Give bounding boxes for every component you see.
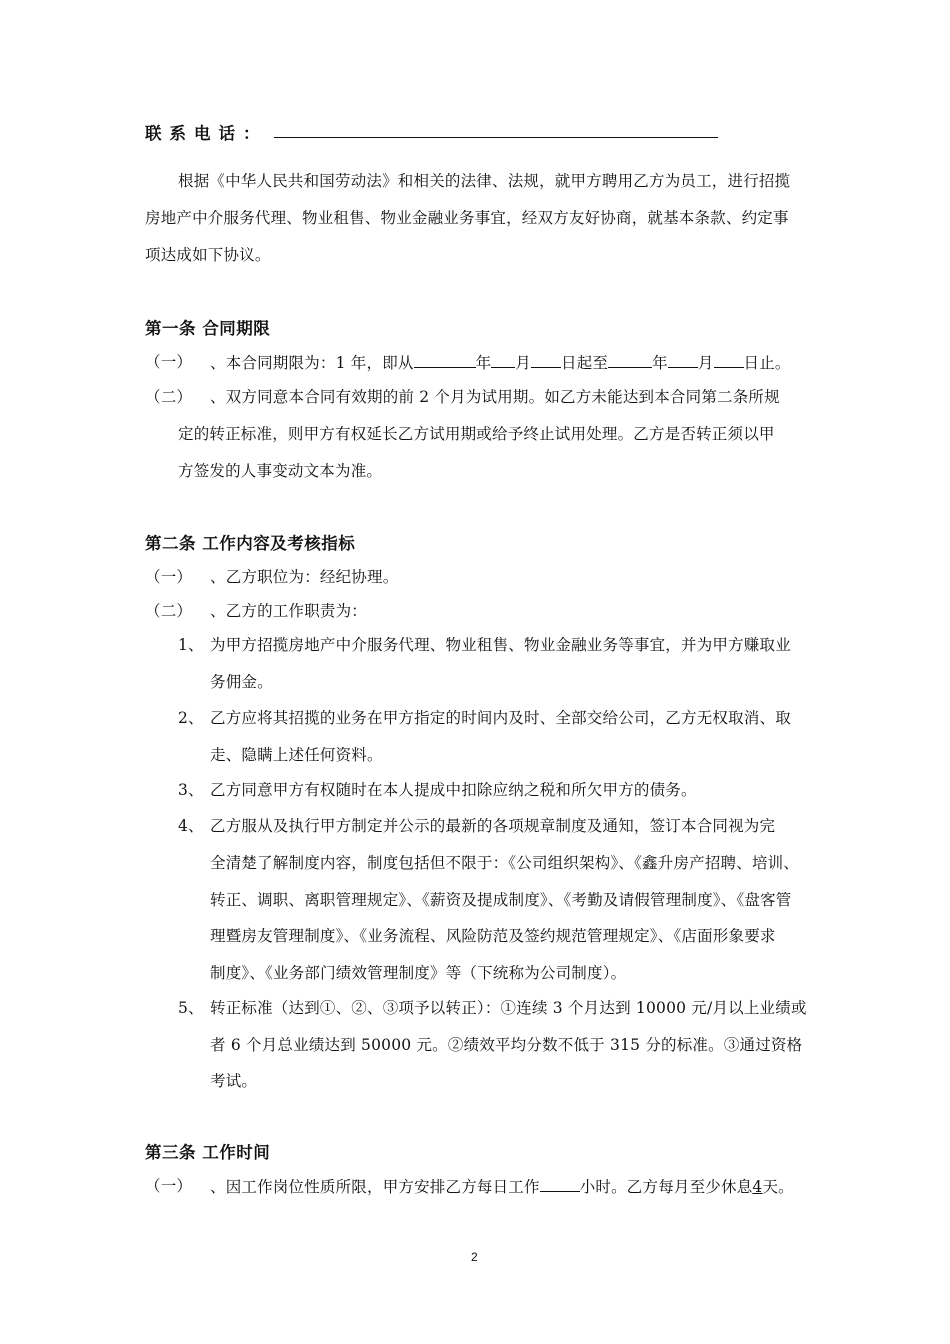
clause-number: （二） — [145, 602, 193, 620]
list-item-line: 走、隐瞒上述任何资料。 — [210, 746, 383, 764]
list-item-line: 务佣金。 — [210, 673, 273, 691]
clause-number: （一） — [145, 353, 193, 371]
section-3-title: 第三条 工作时间 — [145, 1143, 271, 1162]
rest-days-value: 4 — [752, 1178, 763, 1196]
clause-3-1 — [210, 1176, 794, 1197]
clause-line: 、双方同意本合同有效期的前 2 个月为试用期。如乙方未能达到本合同第二条所规 — [210, 388, 780, 406]
day-label: 日起至 — [561, 354, 609, 372]
list-item-line: 转正、调职、离职管理规定》、《薪资及提成制度》、《考勤及请假管理制度》、《盘客管 — [210, 891, 792, 909]
list-item-line: 者 6 个月总业绩达到 50000 元。②绩效平均分数不低于 315 分的标准。③通过资格 — [210, 1036, 803, 1054]
list-item-number: 3、 — [178, 781, 204, 799]
clause-text: 、本合同期限为：1 年，即从 — [210, 354, 414, 372]
list-item-line: 乙方服从及执行甲方制定并公示的最新的各项规章制度及通知，签订本合同视为完 — [210, 817, 776, 835]
daily-hours-blank — [540, 1176, 580, 1192]
clause-text: 、乙方的工作职责为： — [210, 602, 368, 620]
list-item-number: 1、 — [178, 636, 204, 654]
contact-phone-label: 联系电话： — [145, 124, 268, 143]
clause-line: 方签发的人事变动文本为准。 — [178, 462, 383, 480]
clause-line: 定的转正标准，则甲方有权延长乙方试用期或给予终止试用处理。乙方是否转正须以甲 — [178, 425, 775, 443]
list-item-line: 乙方应将其招揽的业务在甲方指定的时间内及时、全部交给公司，乙方无权取消、取 — [210, 709, 791, 727]
start-month-blank — [491, 352, 515, 368]
end-day-blank — [714, 352, 744, 368]
section-2-title: 第二条 工作内容及考核指标 — [145, 534, 356, 553]
clause-number: （一） — [145, 568, 193, 586]
list-item-line: 考试。 — [210, 1072, 258, 1090]
list-item-line: 理暨房友管理制度》、《业务流程、风险防范及签约规范管理规定》、《店面形象要求 — [210, 927, 776, 945]
end-month-blank — [668, 352, 698, 368]
month-label: 月 — [697, 354, 714, 372]
intro-line: 房地产中介服务代理、物业租售、物业金融业务事宜，经双方友好协商，就基本条款、约定事 — [145, 209, 789, 227]
year-label: 年 — [652, 354, 668, 372]
start-day-blank — [531, 352, 561, 368]
end-year-blank — [608, 352, 652, 368]
list-item-number: 4、 — [178, 817, 204, 835]
clause-text: 天。 — [762, 1178, 794, 1196]
year-label: 年 — [475, 354, 492, 372]
month-label: 月 — [515, 354, 531, 372]
clause-number: （二） — [145, 388, 193, 406]
clause-number: （一） — [145, 1177, 193, 1195]
intro-line: 项达成如下协议。 — [145, 246, 271, 264]
list-item-line: 乙方同意甲方有权随时在本人提成中扣除应纳之税和所欠甲方的债务。 — [210, 781, 697, 799]
clause-1-1 — [210, 352, 791, 373]
list-item-line: 全清楚了解制度内容，制度包括但不限于：《公司组织架构》、《鑫升房产招聘、培训、 — [210, 854, 800, 872]
contact-phone-blank — [274, 137, 718, 138]
clause-text: 小时。乙方每月至少休息 — [579, 1178, 753, 1196]
clause-text: 、乙方职位为：经纪协理。 — [210, 568, 399, 586]
intro-line: 根据《中华人民共和国劳动法》和相关的法律、法规，就甲方聘用乙方为员工，进行招揽 — [178, 172, 791, 190]
list-item-line: 制度》、《业务部门绩效管理制度》等（下统称为公司制度）。 — [210, 964, 627, 982]
clause-text: 、因工作岗位性质所限，甲方安排乙方每日工作 — [210, 1178, 540, 1196]
list-item-line: 为甲方招揽房地产中介服务代理、物业租售、物业金融业务等事宜，并为甲方赚取业 — [210, 636, 791, 654]
list-item-number: 2、 — [178, 709, 204, 727]
day-label: 日止。 — [743, 354, 791, 372]
start-year-blank — [414, 352, 476, 368]
list-item-line: 转正标准（达到①、②、③项予以转正）：①连续 3 个月达到 10000 元/月以上业绩或 — [210, 999, 807, 1017]
section-1-title: 第一条 合同期限 — [145, 319, 271, 338]
page-number: 2 — [471, 1250, 478, 1264]
list-item-number: 5、 — [178, 999, 204, 1017]
